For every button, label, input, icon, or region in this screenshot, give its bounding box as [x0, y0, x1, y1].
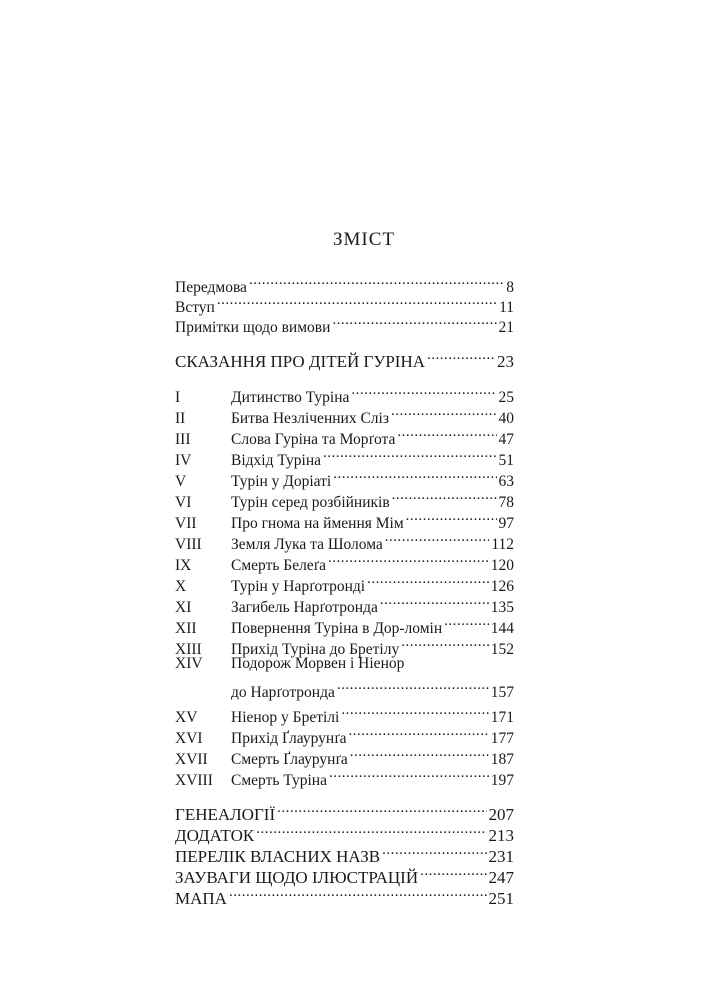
dot-leader	[367, 569, 489, 591]
entry-label: Турiн у Нарґотронді	[231, 578, 366, 595]
dot-leader	[333, 464, 496, 486]
chapter-number: XIII	[175, 641, 202, 658]
toc-chapter	[175, 422, 514, 448]
entry-label: Прихід Ґлаурунґа	[231, 730, 347, 747]
entry-label: Загибель Нарґотронда	[231, 599, 378, 616]
page-title: ЗМІСТ	[332, 229, 396, 250]
toc-chapter	[175, 763, 514, 789]
entry-label: Вступ	[175, 299, 215, 316]
chapter-number: X	[175, 578, 187, 595]
chapter-number: XVII	[175, 751, 208, 768]
toc-entry-back	[175, 798, 514, 824]
entry-label: ДОДАТОК	[175, 826, 255, 845]
entry-page: 152	[490, 641, 514, 658]
toc-chapter	[175, 721, 514, 747]
entry-label: Прихід Турiна до Бретілу	[231, 641, 400, 658]
dot-leader	[332, 310, 496, 332]
dot-leader	[444, 611, 489, 633]
entry-label: Про гнома на ймення Мім	[231, 515, 404, 532]
dot-leader	[406, 506, 497, 528]
entry-page: 231	[488, 847, 514, 866]
dot-leader	[341, 700, 488, 722]
entry-page: 23	[497, 352, 514, 371]
entry-page: 51	[498, 452, 514, 469]
toc-chapter	[175, 443, 514, 469]
entry-page: 197	[490, 772, 514, 789]
dot-leader	[392, 485, 497, 507]
dot-leader	[329, 763, 489, 785]
entry-label: Турiн серед розбійників	[231, 494, 390, 511]
toc-entry-back	[175, 882, 514, 908]
dot-leader	[323, 443, 496, 465]
toc-chapter	[175, 590, 514, 616]
dot-leader	[351, 380, 496, 402]
entry-label: Повернення Турiна в Дор-ломін	[231, 620, 443, 637]
entry-page: 8	[506, 279, 514, 296]
toc-chapter	[175, 401, 514, 427]
entry-label: Ніенор у Бретілі	[231, 709, 340, 726]
toc-entry-tale	[175, 345, 514, 371]
toc-chapter	[175, 506, 514, 532]
entry-label: Смерть Ґлаурунґа	[231, 751, 348, 768]
entry-page: 112	[491, 536, 514, 553]
chapter-number: II	[175, 410, 186, 427]
entry-label: Відхід Турiна	[231, 452, 322, 469]
dot-leader	[420, 861, 486, 883]
entry-label: СКАЗАННЯ ПРО ДІТЕЙ ГУРІНА	[175, 352, 426, 371]
chapter-number: XII	[175, 620, 197, 637]
toc-entry-back	[175, 840, 514, 866]
entry-page: 213	[488, 826, 514, 845]
chapter-number: XIV	[175, 655, 203, 672]
entry-label: Дитинство Турiна	[231, 389, 350, 406]
toc-chapter	[175, 485, 514, 511]
entry-page: 157	[490, 684, 514, 701]
entry-page: 171	[490, 709, 514, 726]
entry-label-continued: до Нарґотронда	[231, 684, 335, 701]
entry-label: ПЕРЕЛІК ВЛАСНИХ НАЗВ	[175, 847, 381, 866]
toc-chapter	[175, 611, 514, 637]
entry-page: 247	[488, 868, 514, 887]
entry-label: Подорож Морвен і Ніенор	[231, 655, 405, 672]
entry-page: 144	[490, 620, 514, 637]
dot-leader	[256, 819, 486, 841]
toc-chapter	[175, 742, 514, 768]
entry-label: МАПА	[175, 889, 227, 908]
chapter-number: V	[175, 473, 187, 490]
dot-leader	[277, 798, 486, 820]
toc-entry	[175, 270, 514, 296]
dot-leader	[337, 675, 489, 697]
dot-leader	[349, 721, 489, 743]
chapter-number: IX	[175, 557, 192, 574]
toc-entry-back	[175, 819, 514, 845]
dot-leader	[385, 527, 490, 549]
toc-chapter	[175, 527, 514, 553]
entry-label: Битва Незліченних Сліз	[231, 410, 389, 427]
toc-chapter	[175, 653, 514, 701]
entry-label: ЗАУВАГИ ЩОДО ІЛЮСТРАЦІЙ	[175, 868, 419, 887]
dot-leader	[397, 422, 496, 444]
entry-label: Смерть Турiна	[231, 772, 327, 789]
chapter-number: XI	[175, 599, 192, 616]
chapter-number: XVI	[175, 730, 203, 747]
chapter-number: XV	[175, 709, 198, 726]
dot-leader	[380, 590, 489, 612]
toc-chapter	[175, 548, 514, 574]
entry-label: Слова Гуріна та Морґота	[231, 431, 396, 448]
chapter-number: IV	[175, 452, 192, 469]
toc-entry-back	[175, 861, 514, 887]
toc-chapter	[175, 700, 514, 726]
dot-leader	[391, 401, 497, 423]
dot-leader	[328, 548, 489, 570]
entry-page: 251	[488, 889, 514, 908]
entry-page: 25	[498, 389, 514, 406]
chapter-number: I	[175, 389, 181, 406]
chapter-number: VII	[175, 515, 197, 532]
dot-leader	[427, 345, 495, 367]
entry-page: 40	[498, 410, 514, 427]
dot-leader	[249, 270, 504, 292]
entry-label: Земля Лука та Шолома	[231, 536, 383, 553]
entry-page: 126	[490, 578, 514, 595]
entry-label: Смерть Белеґа	[231, 557, 327, 574]
dot-leader	[229, 882, 487, 904]
chapter-number: III	[175, 431, 191, 448]
toc-entry	[175, 290, 514, 316]
entry-label: Примітки щодо вимови	[175, 319, 331, 336]
chapter-number: XVIII	[175, 772, 213, 789]
entry-page: 21	[498, 319, 514, 336]
entry-label: Турiн у Доріаті	[231, 473, 332, 490]
chapter-number: VIII	[175, 536, 202, 553]
dot-leader	[350, 742, 489, 764]
toc-entry	[175, 310, 514, 336]
entry-label: Передмова	[175, 279, 247, 296]
dot-leader	[382, 840, 486, 862]
entry-page: 11	[499, 299, 514, 316]
entry-label: ГЕНЕАЛОГІЇ	[175, 805, 276, 824]
toc-chapter	[175, 464, 514, 490]
entry-page: 135	[490, 599, 514, 616]
toc-chapter	[175, 380, 514, 406]
chapter-number: VI	[175, 494, 192, 511]
entry-page: 207	[488, 805, 514, 824]
entry-page: 97	[498, 515, 514, 532]
entry-page: 187	[490, 751, 514, 768]
entry-page: 47	[498, 431, 514, 448]
dot-leader	[217, 290, 497, 312]
entry-page: 120	[490, 557, 514, 574]
toc-chapter	[175, 632, 514, 658]
entry-page: 177	[490, 730, 514, 747]
entry-page: 78	[498, 494, 514, 511]
entry-page: 63	[498, 473, 514, 490]
dot-leader	[401, 632, 489, 654]
toc-chapter	[175, 569, 514, 595]
